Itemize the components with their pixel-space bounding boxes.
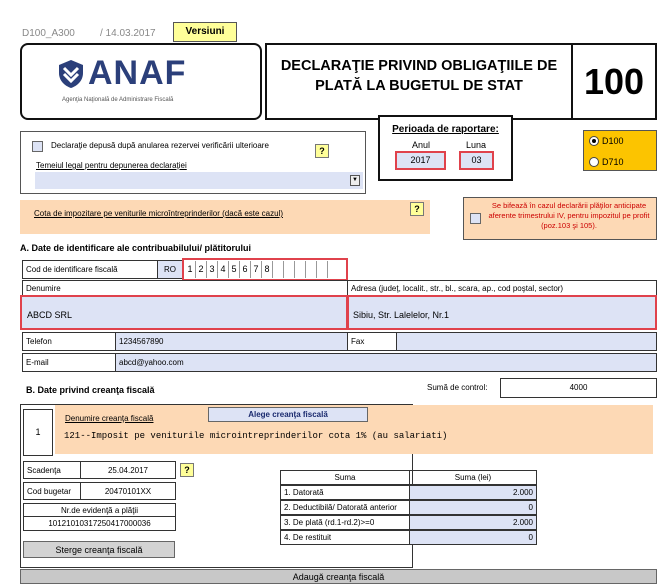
year-input[interactable]: 2017 xyxy=(395,151,446,170)
after-annulment-label: Declaraţie depusă după anularea rezervei verificării ulterioare xyxy=(51,141,269,150)
period-label: Perioada de raportare: xyxy=(392,124,499,135)
sum-row-value[interactable]: 0 xyxy=(409,500,537,515)
micro-tax-box xyxy=(20,200,430,234)
title-box xyxy=(265,43,573,120)
legal-basis-label: Temeiul legal pentru depunerea declaraţiei xyxy=(36,161,187,170)
fiscal-code-digit[interactable]: 7 xyxy=(251,261,262,278)
legal-basis-select[interactable] xyxy=(35,172,363,189)
budget-code-value: 20470101XX xyxy=(80,482,176,500)
profit-tax-note: Se bifează în cazul declarării plăţilor anticipate aferente trimestrului IV, pentru impozitul pe profit (poz.103 şi 105). xyxy=(488,201,650,230)
due-date-value[interactable]: 25.04.2017 xyxy=(80,461,176,479)
name-label: Denumire xyxy=(22,280,348,296)
sum-row-value: 0 xyxy=(409,530,537,545)
budget-code-label: Cod bugetar xyxy=(23,482,81,500)
sum-row-label: 1. Datorată xyxy=(280,485,410,500)
sum-row-label: 2. Deductibilă/ Datorată anterior xyxy=(280,500,410,515)
address-input[interactable] xyxy=(347,295,657,330)
email-label: E-mail xyxy=(22,353,116,372)
help-button[interactable]: ? xyxy=(315,144,329,158)
email-input[interactable]: abcd@yahoo.com xyxy=(115,353,657,372)
choose-claim-button[interactable]: Alege creanţa fiscală xyxy=(208,407,368,422)
name-value: ABCD SRL xyxy=(27,310,73,320)
micro-tax-help-button[interactable]: ? xyxy=(410,202,424,216)
options-box xyxy=(20,131,366,194)
fiscal-code-digit[interactable]: 5 xyxy=(229,261,240,278)
add-claim-button[interactable]: Adaugă creanţa fiscală xyxy=(20,569,657,584)
fiscal-code-digit[interactable] xyxy=(306,261,317,278)
name-input[interactable] xyxy=(20,295,348,330)
sum-row-label: 3. De plată (rd.1-rd.2)>=0 xyxy=(280,515,410,530)
profit-tax-checkbox[interactable] xyxy=(470,213,481,224)
claim-details-box xyxy=(55,405,653,454)
address-value: Sibiu, Str. Lalelelor, Nr.1 xyxy=(353,310,450,320)
claim-item-number: 1 xyxy=(23,409,53,456)
title-line1: DECLARAŢIE PRIVIND OBLIGAŢIILE DE xyxy=(280,58,558,74)
record-number-label: Nr.de evidenţă a plăţii xyxy=(23,503,176,517)
form-number: 100 xyxy=(573,43,657,120)
logo-text: ANAF xyxy=(88,54,187,92)
fiscal-code-digit[interactable]: 8 xyxy=(262,261,273,278)
form-type-box xyxy=(583,130,657,171)
chevron-down-icon[interactable]: ▼ xyxy=(350,175,360,186)
section-a-title: A. Date de identificare ale contribuabilului/ plătitorului xyxy=(20,243,252,253)
title-line2: PLATĂ LA BUGETUL DE STAT xyxy=(315,78,523,94)
fiscal-code-digit[interactable]: 3 xyxy=(207,261,218,278)
form-date: / 14.03.2017 xyxy=(100,28,156,39)
fiscal-code-digit[interactable]: 1 xyxy=(185,261,196,278)
anaf-shield-icon xyxy=(58,59,84,89)
address-label: Adresa (judeţ, localit., str., bl., scara, ap., cod poştal, sector) xyxy=(347,280,657,296)
fax-label: Fax xyxy=(347,332,397,351)
due-date-label: Scadenţa xyxy=(23,461,81,479)
fiscal-code-digit[interactable]: 6 xyxy=(240,261,251,278)
year-label: Anul xyxy=(412,140,431,150)
form-code: D100_A300 xyxy=(22,28,75,39)
sum-lei-header: Suma (lei) xyxy=(409,470,537,485)
control-sum-label: Sumă de control: xyxy=(427,383,488,392)
control-sum-value: 4000 xyxy=(500,378,657,398)
claim-select-value[interactable]: 121--Imposit pe veniturile microintreprinderilor cota 1% (au salariati) xyxy=(64,431,448,441)
country-prefix: RO xyxy=(157,260,183,279)
month-label: Luna xyxy=(466,140,487,150)
period-box xyxy=(378,115,513,181)
phone-input[interactable]: 1234567890 xyxy=(115,332,348,351)
fiscal-code-digit[interactable] xyxy=(284,261,295,278)
sum-row-value[interactable]: 2.000 xyxy=(409,485,537,500)
after-annulment-checkbox[interactable] xyxy=(32,141,43,152)
radio-dot-icon xyxy=(592,139,596,143)
fiscal-code-label: Cod de identificare fiscală xyxy=(22,260,158,279)
month-input[interactable]: 03 xyxy=(459,151,494,170)
fiscal-code-digit[interactable]: 2 xyxy=(196,261,207,278)
sum-row-value: 2.000 xyxy=(409,515,537,530)
logo-box xyxy=(20,43,262,120)
fiscal-code-digit[interactable] xyxy=(317,261,328,278)
phone-label: Telefon xyxy=(22,332,116,351)
logo-subtitle: Agenţia Naţională de Administrare Fiscală xyxy=(62,97,174,103)
due-date-help-button[interactable]: ? xyxy=(180,463,194,477)
fiscal-code-digit[interactable] xyxy=(295,261,306,278)
radio-d710[interactable] xyxy=(589,157,599,167)
radio-d100[interactable] xyxy=(589,136,599,146)
versions-button[interactable]: Versiuni xyxy=(173,22,237,42)
fiscal-code-digit[interactable] xyxy=(273,261,284,278)
radio-d710-label: D710 xyxy=(602,157,624,167)
radio-d100-label: D100 xyxy=(602,136,624,146)
fiscal-code-digit[interactable]: 4 xyxy=(218,261,229,278)
fiscal-code-digits[interactable] xyxy=(182,258,348,281)
fax-input[interactable] xyxy=(396,332,657,351)
delete-claim-button[interactable]: Sterge creanţa fiscală xyxy=(23,541,175,558)
section-b-title: B. Date privind creanţa fiscală xyxy=(26,385,155,395)
profit-tax-box xyxy=(463,197,657,240)
sum-row-label: 4. De restituit xyxy=(280,530,410,545)
fiscal-code-digit[interactable] xyxy=(328,261,339,278)
micro-tax-label: Cota de impozitare pe veniturile microîntreprinderilor (dacă este cazul) xyxy=(34,209,283,218)
sum-header: Suma xyxy=(280,470,410,485)
claim-name-label: Denumire creanţa fiscală xyxy=(65,414,154,423)
record-number-value: 10121010317250417000036 xyxy=(23,516,176,531)
